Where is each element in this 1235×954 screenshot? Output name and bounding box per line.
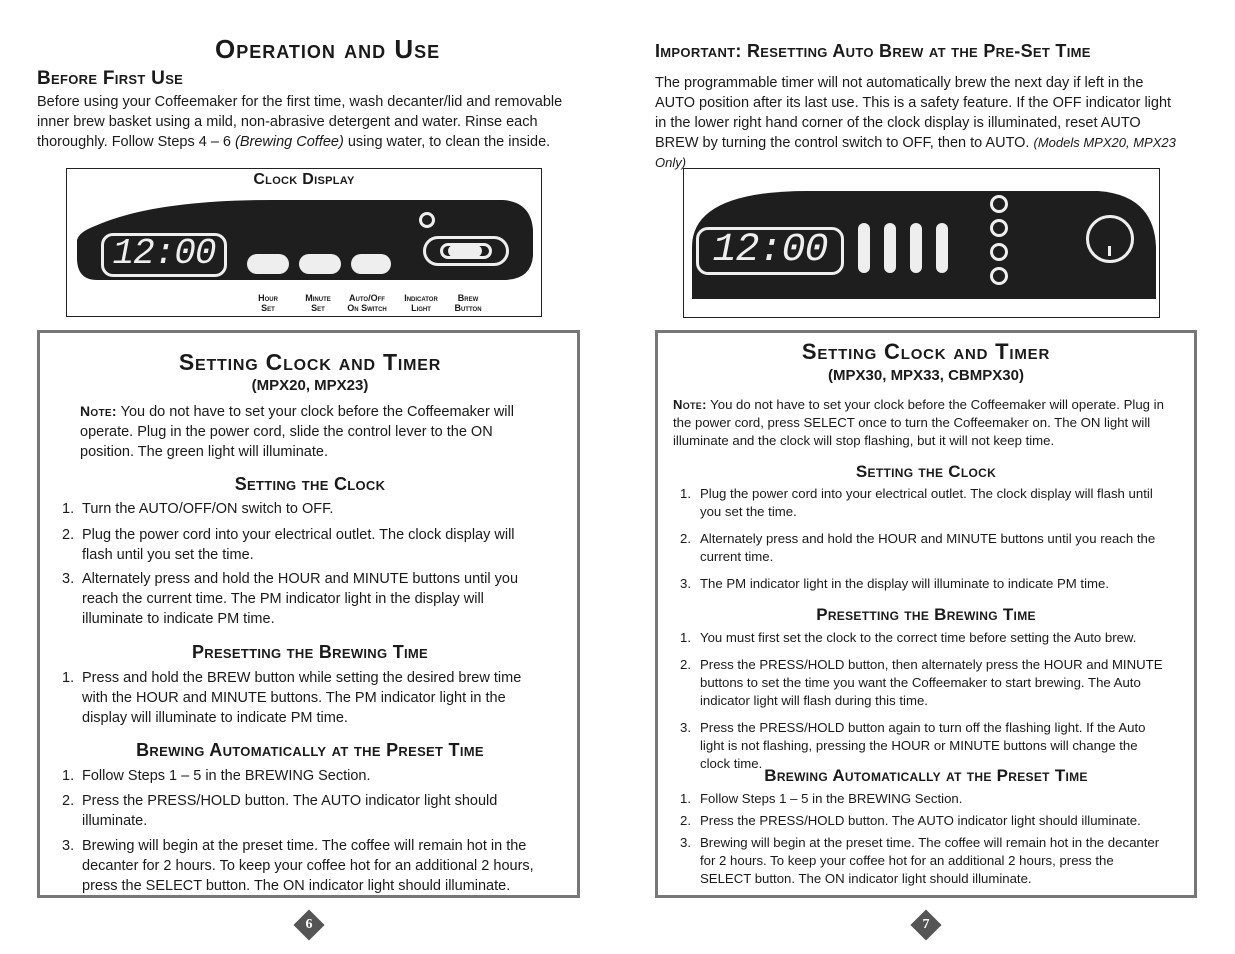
list-item: 3. Alternately press and hold the HOUR and MINUTE buttons until you reach the current time. The PM indicator light in the display will illuminate to indicate PM time. [62, 571, 519, 627]
box-title-2: Setting Clock and Timer [801, 339, 1051, 364]
page-number-badge: 6 [293, 909, 324, 940]
brew-button-label: Brew Button [454, 293, 482, 313]
setting-clock-box-mpx30 [655, 330, 1197, 898]
indicator-light-2 [990, 219, 1008, 237]
indicator-light-3 [990, 243, 1008, 261]
list-item: 1. Follow Steps 1 – 5 in the BREWING Section. [62, 768, 371, 784]
brewing-auto-steps [40, 766, 540, 896]
right-page [618, 0, 1235, 954]
indicator-light-4 [990, 267, 1008, 285]
setting-clock-steps [40, 499, 540, 629]
brew-button[interactable] [423, 236, 509, 266]
indicator-light [419, 212, 435, 228]
presetting-heading: Presetting the Brewing Time [191, 642, 429, 662]
list-item: 2. Press the PRESS/HOLD button. The AUTO indicator light should illuminate. [62, 793, 498, 829]
presetting-heading-2: Presetting the Brewing Time [816, 605, 1036, 624]
list-item: 1. You must first set the clock to the correct time before setting the Auto brew. [680, 630, 1137, 645]
setting-clock-steps-2 [658, 485, 1168, 593]
important-text: The programmable timer will not automatically brew the next day if left in the AUTO position after its last use. This is a safety feature. If the OFF indicator light in the lower right hand corner of the clock display is illuminated, reset AUTO BREW by turning the control switch to OFF, then to AUTO. (Models MPX20, MPX23 Only) [655, 75, 1176, 170]
list-item: 2. Press the PRESS/HOLD button. The AUTO indicator light should illuminate. [680, 813, 1141, 828]
clock-display-panel [66, 168, 542, 317]
left-page [0, 0, 617, 954]
box-title: Setting Clock and Timer [178, 349, 442, 375]
clock-display-title: Clock Display [253, 171, 355, 188]
box-note: Note: You do not have to set your clock before the Coffeemaker will operate. Plug in the power cord, slide the control lever to the ON position. The green light will illuminate. [80, 403, 514, 460]
box-models-2: (MPX30, MPX33, CBMPX30) [828, 367, 1024, 384]
presetting-steps [40, 668, 540, 728]
list-item: 2. Plug the power cord into your electrical outlet. The clock display will flash until you set the time. [62, 527, 515, 563]
display-button-4[interactable] [936, 223, 948, 273]
list-item: 1. Follow Steps 1 – 5 in the BREWING Section. [680, 791, 963, 806]
before-first-use-heading: Before First Use [37, 68, 184, 89]
important-heading: Important: Resetting Auto Brew at the Pre-Set Time [655, 41, 1091, 61]
hour-set-button[interactable] [247, 254, 289, 274]
brewing-auto-steps-2 [658, 790, 1168, 888]
list-item: 1. Turn the AUTO/OFF/ON switch to OFF. [62, 501, 334, 517]
display-button-1[interactable] [858, 223, 870, 273]
lcd-time-display-2: 12:00 [696, 227, 844, 275]
page-title: Operation and Use [215, 34, 441, 64]
list-item: 3. The PM indicator light in the display will illuminate to indicate PM time. [680, 576, 1109, 591]
list-item: 2. Press the PRESS/HOLD button, then alternately press the HOUR and MINUTE buttons to set the time you want the Coffeemaker to start brewing. The Auto indicator light will flash during this time. [680, 657, 1163, 708]
display-button-3[interactable] [910, 223, 922, 273]
presetting-steps-2 [658, 629, 1168, 773]
hour-set-label: Hour Set [258, 293, 278, 313]
display-button-2[interactable] [884, 223, 896, 273]
list-item: 1. Plug the power cord into your electrical outlet. The clock display will flash until you set the time. [680, 486, 1153, 519]
clock-display-panel-2 [683, 168, 1160, 318]
auto-off-on-switch-label: Auto/Off On Switch [347, 293, 387, 313]
indicator-light-1 [990, 195, 1008, 213]
setting-clock-heading: Setting the Clock [234, 474, 386, 494]
list-item: 3. Brewing will begin at the preset time. The coffee will remain hot in the decanter for 2 hours. To keep your coffee hot for an additional 2 hours, press the SELECT button. The ON indicator light should illuminate. [680, 835, 1160, 886]
minute-set-label: Minute Set [305, 293, 331, 313]
lcd-time-display: 12:00 [101, 233, 227, 277]
box-models: (MPX20, MPX23) [251, 377, 369, 394]
brewing-auto-heading-2: Brewing Automatically at the Preset Time [764, 766, 1088, 785]
list-item: 3. Brewing will begin at the preset time. The coffee will remain hot in the decanter for 2 hours. To keep your coffee hot for an additional 2 hours, press the SELECT button. The ON indicator light should illuminate. [62, 838, 534, 894]
list-item: 1. Press and hold the BREW button while setting the desired brew time with the HOUR and MINUTE buttons. The PM indicator light in the display will illuminate to indicate PM time. [62, 670, 522, 726]
setting-clock-heading-2: Setting the Clock [855, 462, 997, 481]
brewing-auto-heading: Brewing Automatically at the Preset Time [136, 740, 484, 760]
setting-clock-box-mpx20 [37, 330, 580, 898]
select-button[interactable] [1086, 215, 1134, 263]
before-first-use-text: Before using your Coffeemaker for the first time, wash decanter/lid and removable inner brew basket using a mild, non-abrasive detergent and water. Rinse each thoroughly. Follow Steps 4 – 6 (Brewing Coffee) using water, to clean the inside. [37, 94, 563, 150]
list-item: 3. Press the PRESS/HOLD button again to turn off the flashing light. If the Auto light is not flashing, pressing the HOUR or MINUTE buttons will change the clock time. [680, 720, 1146, 771]
box-note-2: Note: You do not have to set your clock before the Coffeemaker will operate. Plug in the power cord, press SELECT once to turn the Coffeemaker on. The ON light will illuminate and the clock will stop flashing, but it will not keep time. [673, 397, 1164, 448]
indicator-light-label: Indicator Light [404, 293, 438, 313]
minute-set-button[interactable] [299, 254, 341, 274]
page-number-badge-2: 7 [910, 909, 941, 940]
auto-off-on-switch[interactable] [351, 254, 391, 274]
list-item: 2. Alternately press and hold the HOUR and MINUTE buttons until you reach the current time. [680, 531, 1156, 564]
